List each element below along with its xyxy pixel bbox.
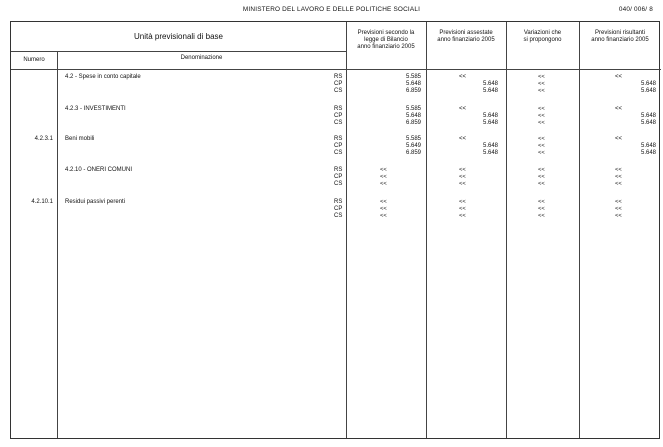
values-variazioni bbox=[538, 167, 558, 188]
page-code: 040/ 006/ 8 bbox=[618, 6, 653, 13]
value: 5.648 bbox=[640, 81, 656, 87]
value: 5.585 bbox=[405, 136, 421, 142]
row-types bbox=[334, 106, 348, 127]
value: << bbox=[615, 213, 622, 219]
divider-numero bbox=[57, 52, 58, 438]
values-risultanti bbox=[615, 199, 635, 220]
group-title: Unità previsionali di base bbox=[134, 32, 223, 41]
value: << bbox=[538, 150, 545, 156]
value: << bbox=[538, 213, 545, 219]
value: 5.648 bbox=[405, 81, 421, 87]
type-cs: CS bbox=[334, 88, 343, 94]
value: 6.859 bbox=[405, 88, 421, 94]
type-cp: CP bbox=[334, 206, 343, 212]
values-bilancio bbox=[371, 74, 421, 95]
col-header-denominazione: Denominazione bbox=[180, 55, 223, 61]
type-rs: RS bbox=[334, 199, 343, 205]
value: << bbox=[615, 106, 623, 112]
values-bilancio bbox=[371, 136, 421, 157]
values-risultanti bbox=[586, 74, 656, 95]
divider-header-bottom bbox=[11, 69, 661, 70]
value: 6.859 bbox=[405, 120, 421, 126]
row-numero: 4.2.3.1 bbox=[34, 136, 53, 142]
value: << bbox=[459, 181, 466, 187]
value: 5.648 bbox=[640, 143, 656, 149]
type-cs: CS bbox=[334, 181, 343, 187]
values-variazioni bbox=[538, 74, 558, 95]
col-header-numero: Numero bbox=[23, 57, 45, 63]
value: << bbox=[615, 167, 622, 173]
value: << bbox=[615, 181, 622, 187]
col-header-risultanti-line2: anno finanziario 2005 bbox=[591, 37, 649, 43]
value: << bbox=[615, 206, 622, 212]
value: << bbox=[538, 136, 545, 142]
values-bilancio bbox=[380, 199, 400, 220]
value: << bbox=[538, 113, 545, 119]
values-risultanti bbox=[586, 136, 656, 157]
value: << bbox=[615, 136, 623, 142]
value: 5.648 bbox=[482, 81, 498, 87]
value: 5.648 bbox=[640, 113, 656, 119]
row-types bbox=[334, 136, 348, 157]
col-header-variazioni-line1: Variazioni che bbox=[523, 30, 562, 36]
value: 5.585 bbox=[405, 106, 421, 112]
value: << bbox=[538, 120, 545, 126]
value: << bbox=[615, 174, 622, 180]
divider-group-header bbox=[11, 51, 346, 52]
value: 5.648 bbox=[640, 150, 656, 156]
value: << bbox=[380, 174, 387, 180]
value: << bbox=[538, 88, 545, 94]
type-cs: CS bbox=[334, 213, 343, 219]
type-cp: CP bbox=[334, 113, 343, 119]
value: << bbox=[538, 167, 545, 173]
col-header-assestate bbox=[426, 30, 506, 44]
values-assestate bbox=[431, 106, 498, 127]
row-label: 4.2.3 - INVESTIMENTI bbox=[65, 106, 126, 112]
value: << bbox=[538, 106, 545, 112]
row-types bbox=[334, 167, 348, 188]
col-header-assestate-line1: Previsioni assestate bbox=[439, 30, 493, 36]
value: << bbox=[459, 174, 466, 180]
value: << bbox=[538, 181, 545, 187]
type-rs: RS bbox=[334, 106, 343, 112]
value: 5.648 bbox=[482, 88, 498, 94]
col-header-variazioni-line2: si propongono bbox=[523, 37, 562, 43]
values-assestate bbox=[459, 167, 479, 188]
col-header-bilancio bbox=[346, 30, 426, 51]
value: << bbox=[538, 81, 545, 87]
value: << bbox=[459, 136, 467, 142]
value: << bbox=[615, 199, 622, 205]
value: << bbox=[538, 174, 545, 180]
value: << bbox=[538, 206, 545, 212]
value: << bbox=[380, 213, 387, 219]
col-header-bilancio-line1: Previsioni secondo la bbox=[357, 30, 415, 36]
values-bilancio bbox=[380, 167, 400, 188]
values-variazioni bbox=[538, 106, 558, 127]
value: << bbox=[538, 199, 545, 205]
value: 5.585 bbox=[405, 74, 421, 80]
value: << bbox=[380, 167, 387, 173]
divider-col2 bbox=[426, 22, 427, 438]
col-header-assestate-line2: anno finanziario 2005 bbox=[437, 37, 495, 43]
value: << bbox=[380, 199, 387, 205]
value: << bbox=[380, 181, 387, 187]
col-header-risultanti-line1: Previsioni risultanti bbox=[594, 30, 646, 36]
value: << bbox=[459, 106, 467, 112]
type-cp: CP bbox=[334, 174, 343, 180]
values-variazioni bbox=[538, 199, 558, 220]
type-rs: RS bbox=[334, 167, 343, 173]
type-cs: CS bbox=[334, 150, 343, 156]
value: << bbox=[380, 206, 387, 212]
value: 5.648 bbox=[640, 88, 656, 94]
value: << bbox=[459, 213, 466, 219]
row-label: 4.2.10 - ONERI COMUNI bbox=[65, 167, 133, 173]
col-header-bilancio-line2: legge di Bilancio bbox=[364, 37, 408, 43]
col-header-variazioni bbox=[506, 30, 579, 44]
value: 5.648 bbox=[482, 150, 498, 156]
value: 5.648 bbox=[482, 143, 498, 149]
value: 6.859 bbox=[405, 150, 421, 156]
value: 5.648 bbox=[482, 120, 498, 126]
values-risultanti bbox=[586, 106, 656, 127]
budget-table bbox=[10, 21, 660, 439]
row-label: 4.2 - Spese in conto capitale bbox=[65, 74, 141, 80]
divider-col3 bbox=[506, 22, 507, 438]
row-numero: 4.2.10.1 bbox=[31, 199, 53, 205]
value: << bbox=[459, 167, 466, 173]
value: << bbox=[615, 74, 623, 80]
type-cp: CP bbox=[334, 143, 343, 149]
value: 5.649 bbox=[405, 143, 421, 149]
value: << bbox=[459, 199, 466, 205]
col-header-risultanti bbox=[579, 30, 661, 44]
values-assestate bbox=[431, 136, 498, 157]
value: << bbox=[538, 143, 545, 149]
values-assestate bbox=[459, 199, 479, 220]
type-cp: CP bbox=[334, 81, 343, 87]
row-types bbox=[334, 199, 348, 220]
row-label: Beni mobili bbox=[65, 136, 95, 142]
value: 5.648 bbox=[640, 120, 656, 126]
value: 5.648 bbox=[482, 113, 498, 119]
value: << bbox=[459, 74, 467, 80]
value: 5.648 bbox=[405, 113, 421, 119]
type-rs: RS bbox=[334, 74, 343, 80]
values-assestate bbox=[431, 74, 498, 95]
row-label: Residui passivi perenti bbox=[65, 199, 126, 205]
type-rs: RS bbox=[334, 136, 343, 142]
type-cs: CS bbox=[334, 120, 343, 126]
values-variazioni bbox=[538, 136, 558, 157]
value: << bbox=[538, 74, 545, 80]
value: << bbox=[459, 206, 466, 212]
ministry-title: MINISTERO DEL LAVORO E DELLE POLITICHE SOCIALI bbox=[242, 6, 421, 13]
col-header-bilancio-line3: anno finanziario 2005 bbox=[357, 44, 415, 50]
divider-col4 bbox=[579, 22, 580, 438]
row-types bbox=[334, 74, 348, 95]
values-bilancio bbox=[371, 106, 421, 127]
values-risultanti bbox=[615, 167, 635, 188]
